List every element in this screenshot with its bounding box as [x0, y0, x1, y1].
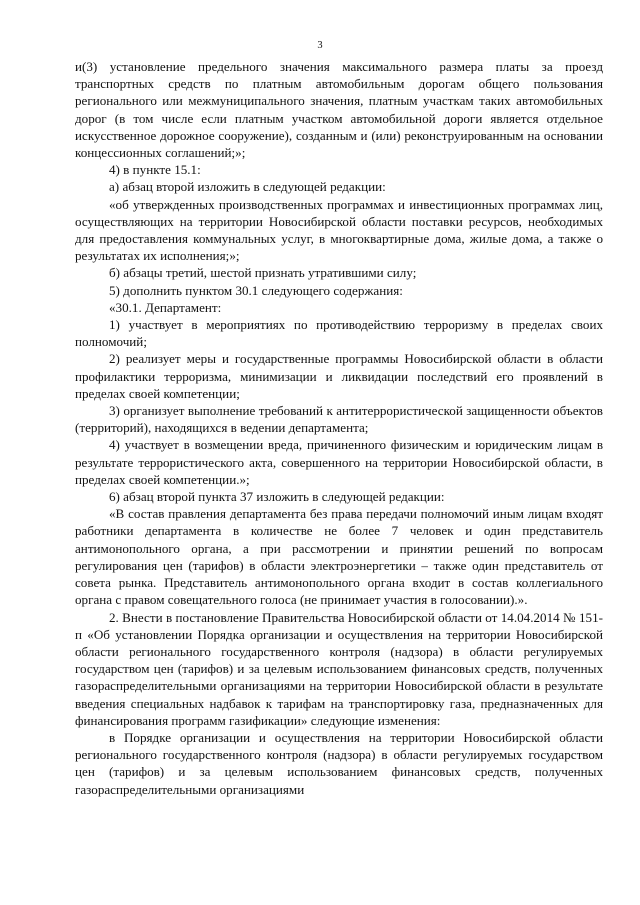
paragraph-item-4b: б) абзацы третий, шестой признать утратившими силу;: [109, 265, 417, 281]
paragraph-subitem-3: и(3) установление предельного значения максимального размера платы за проезд транспортных средств по платным автомобильным дорогам общего пользования регионального или межмуниципального значения, платным участкам таких автомобильных дорог (в том числе если платным участком автомобильной дороги является отдельное искусственное дорожное сооружение), созданным и (или) реконструированным на основании концессионных соглашений;»;: [75, 59, 603, 161]
paragraph-30-1-heading: «30.1. Департамент:: [109, 299, 222, 315]
paragraph-30-1-item-3: 3) организует выполнение требований к антитеррористической защищенности объектов (территорий), находящихся в ведении департамента;: [75, 403, 603, 436]
paragraph-quote-programs: «об утвержденных производственных программах и инвестиционных программах лиц, осуществляющих на территории Новосибирской области поставки ресурсов, необходимых для предоставления коммунальных услуг, в многоквартирные дома, жилые дома, а также о результатах их исполнения;»;: [75, 196, 603, 264]
paragraph-item-4: 4) в пункте 15.1:: [109, 162, 201, 178]
paragraph-item-6: 6) абзац второй пункта 37 изложить в следующей редакции:: [109, 489, 445, 505]
paragraph-item-5: 5) дополнить пунктом 30.1 следующего содержания:: [109, 282, 403, 298]
paragraph-30-1-item-2: 2) реализует меры и государственные программы Новосибирской области в области профилактики терроризма, минимизации и ликвидации последствий его проявлений в пределах своей компетенции;: [75, 351, 603, 401]
page-number: 3: [317, 40, 323, 51]
paragraph-procedure: в Порядке организации и осуществления на территории Новосибирской области регионального государственного контроля (надзора) в области регулируемых государством цен (тарифов) и за целевым использованием финансовых средств, полученных газораспределительными организациями: [75, 729, 603, 797]
paragraph-30-1-item-4: 4) участвует в возмещении вреда, причиненного физическим и юридическим лицам в результате террористического акта, совершенного на территории Новосибирской области, в пределах своей компетенции.»;: [75, 437, 603, 487]
paragraph-section-2: 2. Внести в постановление Правительства Новосибирской области от 14.04.2014 № 151-п «Об установлении Порядка организации и осуществления на территории Новосибирской области регионального государственного контроля (надзора) в области регулируемых государством цен (тарифов) и за целевым использованием финансовых средств, полученных газораспределительными организациями на территории Новосибирской области в результате введения специальных надбавок к тарифам на транспортировку газа, предназначенных для финансирования программ газификации» следующие изменения:: [75, 609, 603, 728]
paragraph-quote-board: «В состав правления департамента без права передачи полномочий иным лицам входят работники департамента в количестве не более 7 человек и один представитель антимонопольного органа, а при рассмотрении и принятии решений по вопросам регулирования цен (тарифов) в области электроэнергетики – также один представитель от совета рынка. Представитель антимонопольного органа входит в состав коллегиального органа с правом совещательного голоса (не принимает участия в голосовании).».: [75, 506, 603, 608]
document-body: [75, 58, 603, 798]
paragraph-item-4a: а) абзац второй изложить в следующей редакции:: [109, 179, 386, 195]
paragraph-30-1-item-1: 1) участвует в мероприятиях по противодействию терроризму в пределах своих полномочий;: [75, 317, 603, 350]
